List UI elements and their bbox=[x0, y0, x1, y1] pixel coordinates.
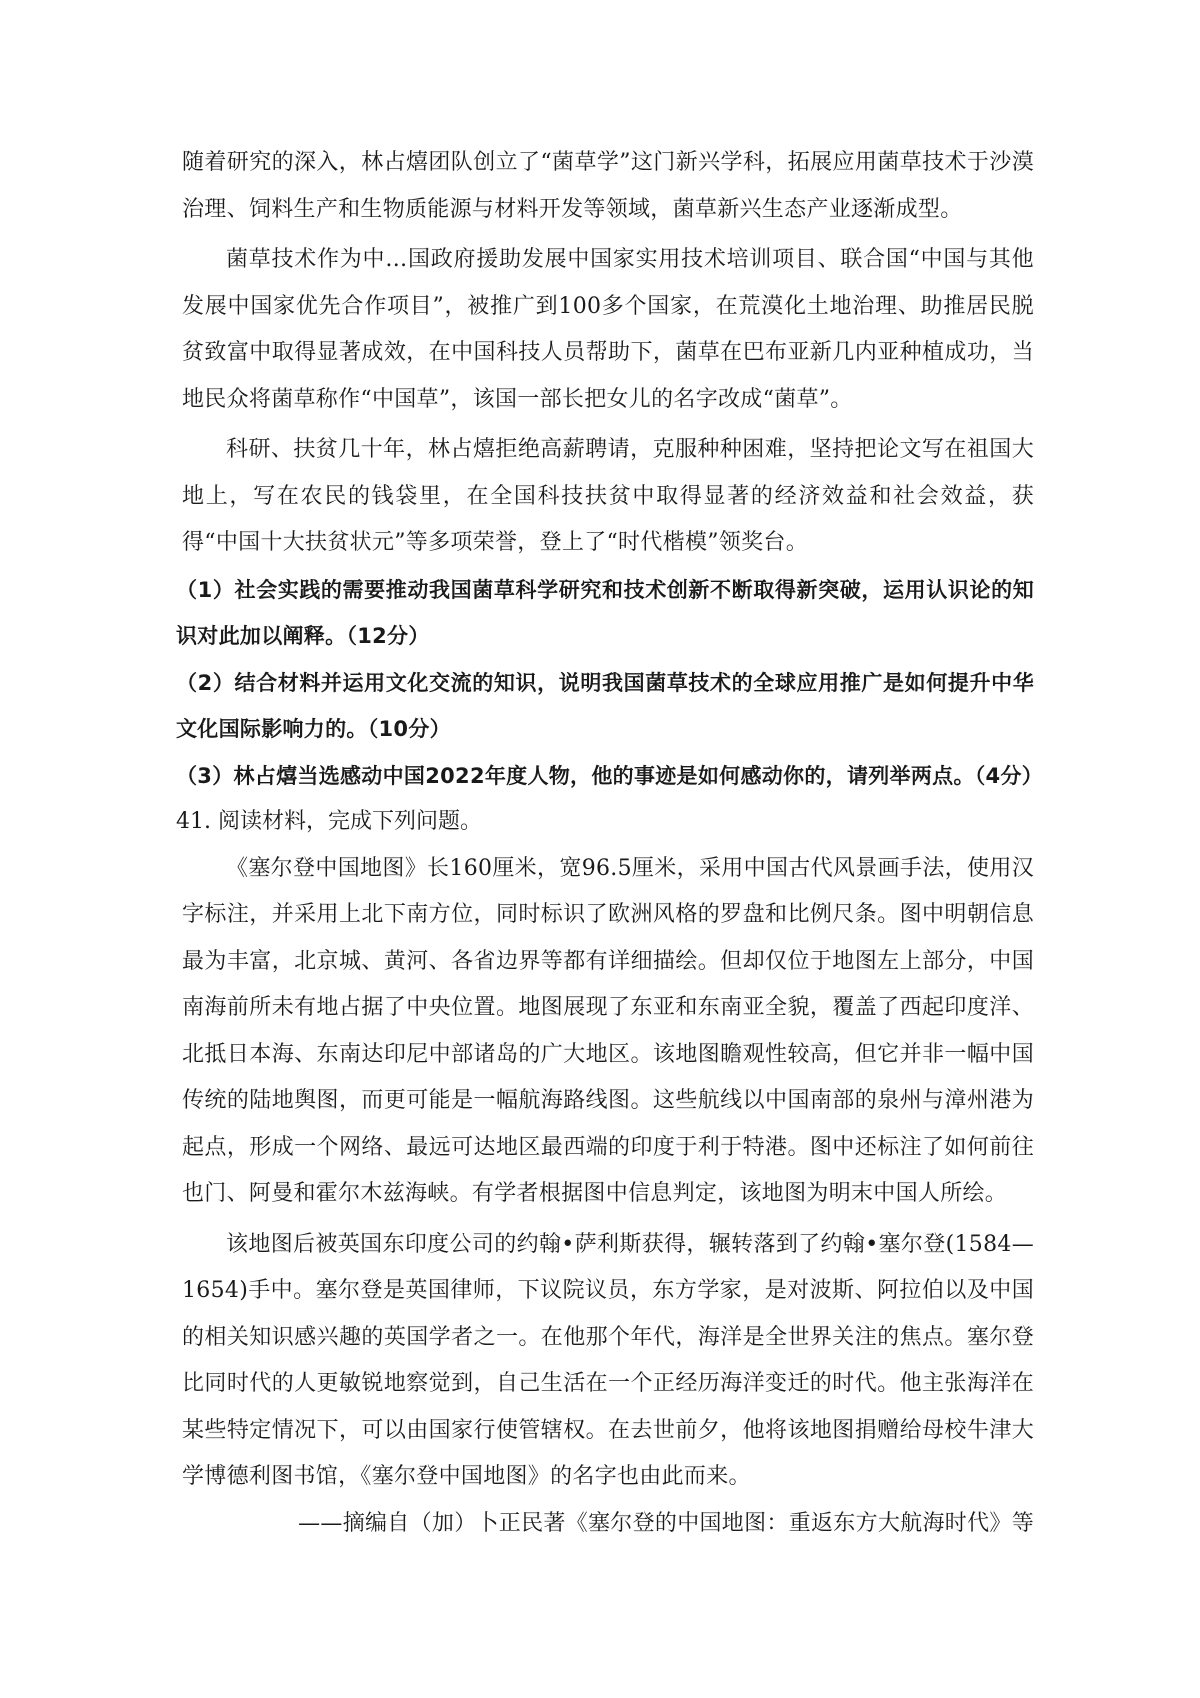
material-paragraph-3: 科研、扶贫几十年，林占熺拒绝高薪聘请，克服种种困难，坚持把论文写在祖国大地上，写在农民的钱袋里，在全国科技扶贫中取得显著的经济效益和社会效益，获得“中国十大扶贫状元”等多项荣誉，登上了“时代楷模”领奖台。 bbox=[182, 437, 1034, 555]
document-page bbox=[176, 140, 1044, 1547]
source-citation: ——摘编自（加）卜正民著《塞尔登的中国地图：重返东方大航海时代》等 bbox=[298, 1510, 1034, 1536]
material-paragraph-1: 随着研究的深入，林占熺团队创立了“菌草学”这门新兴学科，拓展应用菌草技术于沙漠治理、饲料生产和生物质能源与材料开发等领域，菌草新兴生态产业逐渐成型。 bbox=[182, 150, 1034, 222]
map-paragraph-1: 《塞尔登中国地图》长160厘米，宽96.5厘米，采用中国古代风景画手法，使用汉字标注，并采用上北下南方位，同时标识了欧洲风格的罗盘和比例尺条。图中明朝信息最为丰富，北京城、黄河、各省边界等都有详细描绘。但却仅位于地图左上部分，中国南海前所未有地占据了中央位置。地图展现了东亚和东南亚全貌，覆盖了西起印度洋、北抵日本海、东南达印尼中部诸岛的广大地区。该地图瞻观性较高，但它并非一幅中国传统的陆地舆图，而更可能是一幅航海路线图。这些航线以中国南部的泉州与漳州港为起点，形成一个网络、最远可达地区最西端的印度于利于特港。图中还标注了如何前往也门、阿曼和霍尔木兹海峡。有学者根据图中信息判定，该地图为明末中国人所绘。 bbox=[182, 855, 1034, 1206]
material-paragraph-2: 菌草技术作为中…国政府援助发展中国家实用技术培训项目、联合国“中国与其他发展中国家优先合作项目”，被推广到100多个国家，在荒漠化土地治理、助推居民脱贫致富中取得显著成效，在中国科技人员帮助下，菌草在巴布亚新几内亚种植成功，当地民众将菌草称作“中国草”，该国一部长把女儿的名字改成“菌草”。 bbox=[182, 247, 1034, 412]
question-1: （1）社会实践的需要推动我国菌草科学研究和技术创新不断取得新突破，运用认识论的知识对此加以阐释。（12分） bbox=[176, 577, 1034, 648]
question-2: （2）结合材料并运用文化交流的知识，说明我国菌草技术的全球应用推广是如何提升中华文化国际影响力的。（10分） bbox=[176, 670, 1034, 741]
question-list bbox=[176, 567, 1044, 800]
question-41-heading: 41. 阅读材料，完成下列问题。 bbox=[176, 809, 482, 834]
question-3: （3）林占熺当选感动中国2022年度人物，他的事迹是如何感动你的，请列举两点。（4分） bbox=[176, 763, 1044, 788]
map-paragraph-2: 该地图后被英国东印度公司的约翰•萨利斯获得，辗转落到了约翰•塞尔登(1584—1654)手中。塞尔登是英国律师，下议院议员，东方学家，是对波斯、阿拉伯以及中国的相关知识感兴趣的英国学者之一。在他那个年代，海洋是全世界关注的焦点。塞尔登比同时代的人更敏锐地察觉到，自己生活在一个正经历海洋变迁的时代。他主张海洋在某些特定情况下，可以由国家行使管辖权。在去世前夕，他将该地图捐赠给母校牛津大学博德利图书馆，《塞尔登中国地图》的名字也由此而来。 bbox=[182, 1231, 1034, 1489]
